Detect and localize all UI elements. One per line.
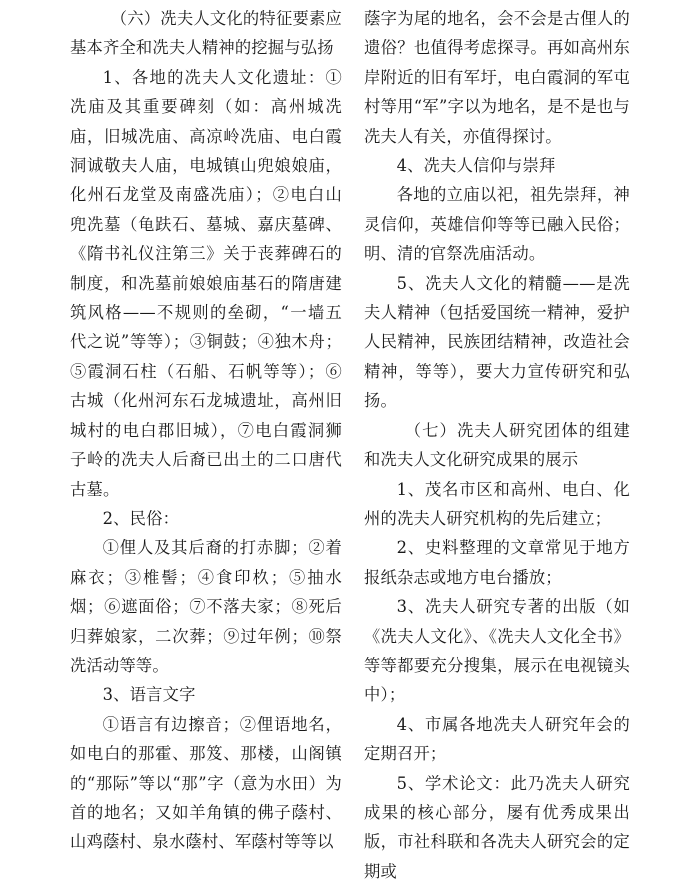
item-academic-papers: 5、学术论文：此乃冼夫人研究成果的核心部分，屡有优秀成果出版，市社科联和各冼夫人研究会的定期或 (364, 773, 630, 881)
left-column (70, 0, 342, 857)
heading-faith-worship: 4、冼夫人信仰与崇拜 (396, 156, 556, 176)
item-annual-meetings: 4、市属各地冼夫人研究年会的定期召开； (364, 714, 630, 764)
item-monographs: 3、冼夫人研究专著的出版（如《冼夫人文化》、《冼夫人文化全书》等等都要充分搜集，展示在电视镜头中）； (364, 597, 630, 705)
item-research-institutions: 1、茂名市区和高州、电白、化州的冼夫人研究机构的先后建立； (364, 479, 630, 528)
heading-language: 3、语言文字 (102, 685, 196, 705)
paragraph-language: ①语言有边擦音；②俚语地名，如电白的那霍、那笈、那楼，山阁镇的“那际”等以“那”字（意为水田）为首的地名；又如羊角镇的佛子蔭村、山鸡蔭村、泉水蔭村、军蔭村等等以 (70, 714, 342, 852)
paragraph-faith-worship: 各地的立庙以祀，祖先崇拜，神灵信仰，英雄信仰等等已融入民俗；明、清的官祭冼庙活动。 (364, 185, 630, 264)
paragraph-heritage-sites: 1、各地的冼夫人文化遗址：①冼庙及其重要碑刻（如：高州城冼庙，旧城冼庙、高凉岭冼庙、电白霞洞诚敬夫人庙，电城镇山兜娘娘庙，化州石龙堂及南盛冼庙）；②电白山兜冼墓（龟趺石、墓城、嘉庆墓碑、《隋书礼仪注第三》关于丧葬碑石的制度，和冼墓前娘娘庙基石的隋唐建筑风格——不规则的垒砌，“一墙五代之说”等等）；③铜鼓；④独木舟；⑤霞洞石柱（石船、石帆等等）；⑥古城（化州河东石龙城遗址，高州旧城村的电白郡旧城），⑦电白霞洞狮子岭的冼夫人后裔已出土的二口唐代古墓。 (70, 67, 342, 499)
item-historical-articles: 2、史料整理的文章常见于地方报纸杂志或地方电台播放； (364, 538, 630, 587)
paragraph-spirit-essence: 5、冼夫人文化的精髓——是冼夫人精神（包括爱国统一精神，爱护人民精神，民族团结精神，改造社会精神，等等），要大力宣传研究和弘扬。 (364, 273, 630, 411)
paragraph-place-names: 蔭字为尾的地名，会不会是古俚人的遗俗？也值得考虑探寻。再如高州东岸附近的旧有军圩，电白霞洞的军屯村等用“军”字以为地名，是不是也与冼夫人有关，亦值得探讨。 (364, 9, 630, 146)
heading-folk-customs: 2、民俗： (102, 508, 180, 528)
section-seven-heading: （七）冼夫人研究团体的组建和冼夫人文化研究成果的展示 (364, 420, 630, 470)
right-column (364, 0, 630, 886)
section-six-heading: （六）冼夫人文化的特征要素应基本齐全和冼夫人精神的挖掘与弘扬 (70, 9, 342, 58)
paragraph-folk-customs: ①俚人及其后裔的打赤脚；②着麻衣；③椎髻；④食印杦；⑤抽水烟；⑥遮面俗；⑦不落夫家；⑧死后归葬娘家，二次葬；⑨过年例；⑩祭冼活动等等。 (70, 538, 342, 675)
